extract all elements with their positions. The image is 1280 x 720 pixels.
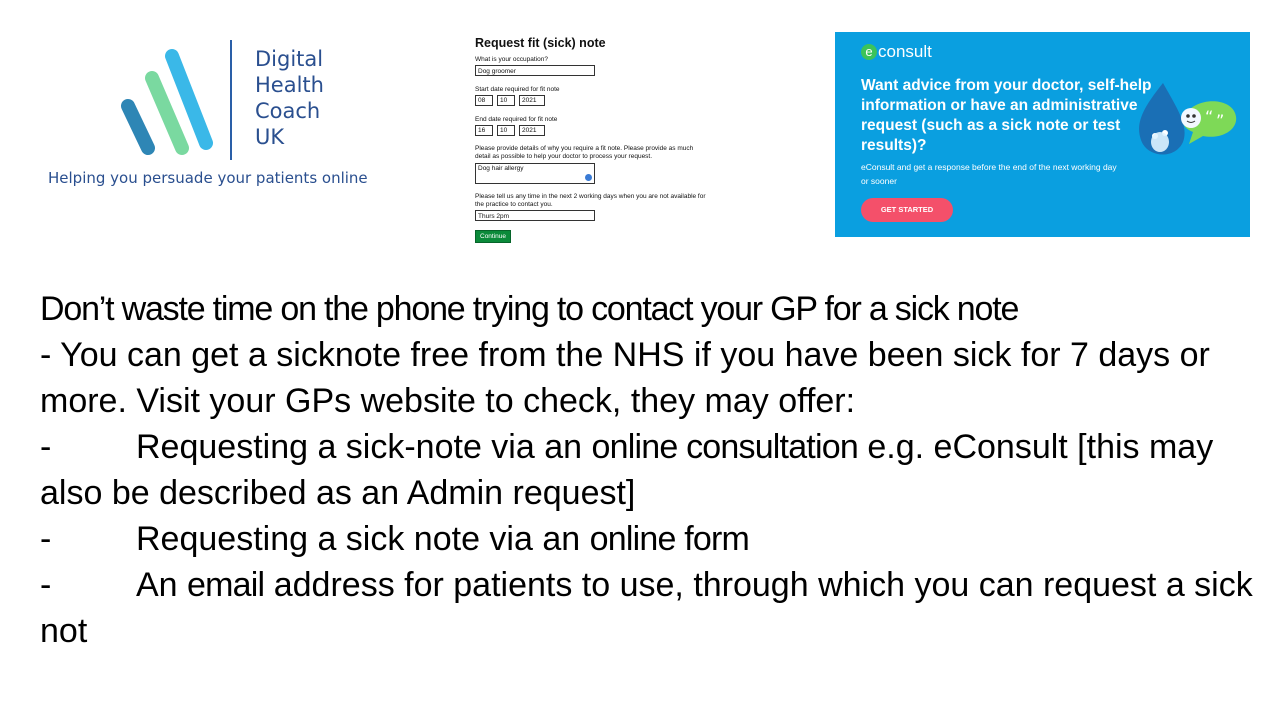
banner-headline: Want advice from your doctor, self-help information or have an administrative request (such as a sick note or test results)? <box>861 77 1152 154</box>
bullet-1-post: e.g. eConsult [this may also be described as an Admin request] <box>40 428 1214 512</box>
bullet-1-pre: Requesting a sick-note via an <box>136 428 592 466</box>
occupation-label: What is your occupation? <box>475 56 548 63</box>
speech-bubbles-icon <box>1133 78 1243 168</box>
form-title: Request fit (sick) note <box>475 36 606 50</box>
start-year-input[interactable]: 2021 <box>519 95 545 106</box>
get-started-button[interactable]: GET STARTED <box>861 198 953 222</box>
banner-subtext: eConsult and get a response before the end of the next working day or sooner <box>861 162 1117 186</box>
end-year-input[interactable]: 2021 <box>519 125 545 136</box>
bullet-3-pre: An <box>136 566 188 604</box>
bullet-email <box>40 562 1260 654</box>
end-date-fields <box>475 125 715 136</box>
logo-line-4: UK <box>255 125 285 149</box>
main-headline: Don’t waste time on the phone trying to contact your GP for a sick note <box>40 290 1019 328</box>
bullet-online-form <box>40 516 1260 562</box>
logo-line-2: Health <box>255 73 324 97</box>
logo-bars-icon <box>110 48 220 158</box>
logo-wordmark <box>255 46 324 150</box>
intro-paragraph: - You can get a sicknote free from the NHS if you have been sick for 7 days or more. Visit your GPs website to check, they may offer: <box>40 336 1210 420</box>
fit-note-form <box>475 36 715 266</box>
econsult-e-badge: e <box>861 44 877 60</box>
start-date-fields <box>475 95 715 106</box>
bullet-1-emphasis: online consultation <box>591 428 858 466</box>
start-month-input[interactable]: 10 <box>497 95 515 106</box>
logo-line-3: Coach <box>255 99 321 123</box>
grammar-check-icon <box>585 174 592 181</box>
details-label: Please provide details of why you require a fit note. Please provide as much detail as possible to help your doctor to process your request. <box>475 145 694 160</box>
svg-text:“: “ <box>1205 107 1214 126</box>
bullet-dash: - <box>40 520 52 558</box>
bullet-3-emphasis: email <box>187 566 265 604</box>
start-date-label: Start date required for fit note <box>475 86 560 93</box>
svg-text:”: ” <box>1216 111 1225 130</box>
econsult-banner <box>835 32 1250 237</box>
end-month-input[interactable]: 10 <box>497 125 515 136</box>
details-textarea[interactable] <box>475 163 595 184</box>
bullet-2-emphasis: online form <box>589 520 749 558</box>
logo-divider <box>230 40 232 160</box>
availability-label: Please tell us any time in the next 2 working days when you are not available for the practice to contact you. <box>475 193 706 208</box>
bullet-dash: - <box>40 428 52 466</box>
occupation-input[interactable]: Dog groomer <box>475 65 595 76</box>
econsult-logo <box>861 42 932 62</box>
logo-tagline: Helping you persuade your patients online <box>48 169 368 187</box>
bullet-dash: - <box>40 566 52 604</box>
bullet-3-post: address for patients to use, through which you can request a sick not <box>40 566 1253 650</box>
bullet-online-consultation <box>40 424 1260 516</box>
details-value: Dog hair allergy <box>478 165 524 172</box>
bullet-2-pre: Requesting a sick note via an <box>136 520 590 558</box>
main-content <box>40 286 1260 654</box>
availability-input[interactable]: Thurs 2pm <box>475 210 595 221</box>
econsult-logo-text: consult <box>878 42 932 61</box>
continue-button[interactable]: Continue <box>475 230 511 243</box>
logo-line-1: Digital <box>255 47 324 71</box>
end-date-label: End date required for fit note <box>475 116 558 123</box>
digital-health-coach-logo <box>40 36 420 196</box>
end-day-input[interactable]: 16 <box>475 125 493 136</box>
start-day-input[interactable]: 08 <box>475 95 493 106</box>
